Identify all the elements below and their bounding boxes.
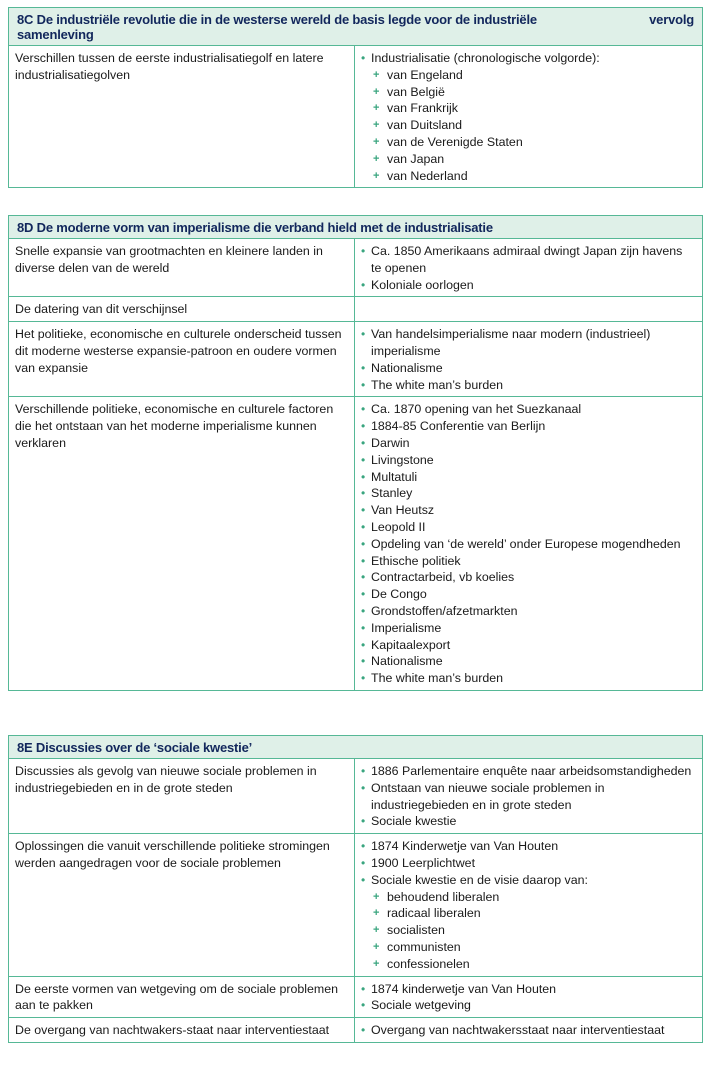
list-item: • 1900 Leerplichtwet [361,855,696,872]
table-row [9,759,702,834]
content-cell [355,1018,702,1042]
list-item: • Contractarbeid, vb koelies [361,569,696,586]
list-item: • 1886 Parlementaire enquête naar arbeidsomstandigheden [361,763,696,780]
sub-list [361,889,696,973]
table-row [9,297,702,322]
list-item: • Darwin [361,435,696,452]
list-item: • 1884-85 Conferentie van Berlijn [361,418,696,435]
list-item: • Ethische politiek [361,553,696,570]
sub-list [361,67,696,185]
topic-cell: Discussies als gevolg van nieuwe sociale problemen in industriegebieden en in de grote steden [9,759,355,833]
table-8c-header [9,8,702,46]
sub-list-item: + behoudend liberalen [361,889,696,906]
list-item: • 1874 kinderwetje van Van Houten [361,981,696,998]
table-8e-title: 8E Discussies over de ‘sociale kwestie’ [17,740,253,755]
continued-label: vervolg [649,12,694,27]
list-item: • 1874 Kinderwetje van Van Houten [361,838,696,855]
content-cell [355,397,702,690]
list-item: • Ontstaan van nieuwe sociale problemen in industriegebieden en in grote steden [361,780,696,814]
sub-list-item: + van Engeland [361,67,696,84]
list-item: • Nationalisme [361,360,696,377]
table-row [9,977,702,1019]
content-cell [355,322,702,396]
table-row [9,397,702,690]
sub-list-item: + van Japan [361,151,696,168]
table-8d-header [9,216,702,239]
table-8e-header [9,736,702,759]
list-item: • Nationalisme [361,653,696,670]
list-item: • The white man’s burden [361,670,696,687]
table-8c-title: 8C De industriële revolutie die in de westerse wereld de basis legde voor de industriële samenleving [17,12,537,42]
topic-cell: De eerste vormen van wetgeving om de sociale problemen aan te pakken [9,977,355,1018]
sub-list-item: + confessionelen [361,956,696,973]
sub-list-item: + van België [361,84,696,101]
list-item: • Koloniale oorlogen [361,277,696,294]
table-row [9,46,702,187]
content-cell [355,297,702,321]
list-item: • Stanley [361,485,696,502]
sub-list-item: + van Nederland [361,168,696,185]
table-8e [8,735,703,1043]
content-cell [355,239,702,296]
content-cell [355,834,702,975]
topic-cell: Snelle expansie van grootmachten en kleinere landen in diverse delen van de wereld [9,239,355,296]
topic-cell: Oplossingen die vanuit verschillende politieke stromingen werden aangedragen voor de sociale problemen [9,834,355,975]
table-row [9,1018,702,1042]
list-item: • Sociale kwestie [361,813,696,830]
content-cell [355,759,702,833]
list-item: • Kapitaalexport [361,637,696,654]
list-item: • Van Heutsz [361,502,696,519]
list-item: • Ca. 1870 opening van het Suezkanaal [361,401,696,418]
list-item: • Multatuli [361,469,696,486]
list-item: • Livingstone [361,452,696,469]
table-8d [8,215,703,691]
sub-list-item: + van Duitsland [361,117,696,134]
table-row [9,834,702,976]
content-cell [355,46,702,187]
content-cell [355,977,702,1018]
list-item: • Imperialisme [361,620,696,637]
sub-list-item: + radicaal liberalen [361,905,696,922]
list-item: • The white man’s burden [361,377,696,394]
list-item: • Sociale wetgeving [361,997,696,1014]
topic-cell: Het politieke, economische en culturele onderscheid tussen dit moderne westerse expansie-patroon en oudere vormen van expansie [9,322,355,396]
topic-cell: De overgang van nachtwakers-staat naar interventiestaat [9,1018,355,1042]
table-8d-title: 8D De moderne vorm van imperialisme die verband hield met de industrialisatie [17,220,493,235]
list-item: • Industrialisatie (chronologische volgorde): [361,50,696,67]
list-item: • Grondstoffen/afzetmarkten [361,603,696,620]
sub-list-item: + van de Verenigde Staten [361,134,696,151]
topic-cell: De datering van dit verschijnsel [9,297,355,321]
sub-list-item: + van Frankrijk [361,100,696,117]
topic-cell: Verschillende politieke, economische en culturele factoren die het ontstaan van het moderne imperialisme kunnen verklaren [9,397,355,690]
list-item: • Opdeling van ‘de wereld’ onder Europese mogendheden [361,536,696,553]
list-item: • De Congo [361,586,696,603]
list-item: • Overgang van nachtwakersstaat naar interventiestaat [361,1022,696,1039]
table-row [9,239,702,297]
list-item: • Van handelsimperialisme naar modern (industrieel) imperialisme [361,326,696,360]
sub-list-item: + communisten [361,939,696,956]
list-item: • Leopold II [361,519,696,536]
sub-list-item: + socialisten [361,922,696,939]
table-8c [8,7,703,188]
list-item: • Sociale kwestie en de visie daarop van: [361,872,696,889]
list-item: • Ca. 1850 Amerikaans admiraal dwingt Japan zijn havens te openen [361,243,696,277]
topic-cell: Verschillen tussen de eerste industrialisatiegolf en latere industrialisatiegolven [9,46,355,187]
table-row [9,322,702,397]
